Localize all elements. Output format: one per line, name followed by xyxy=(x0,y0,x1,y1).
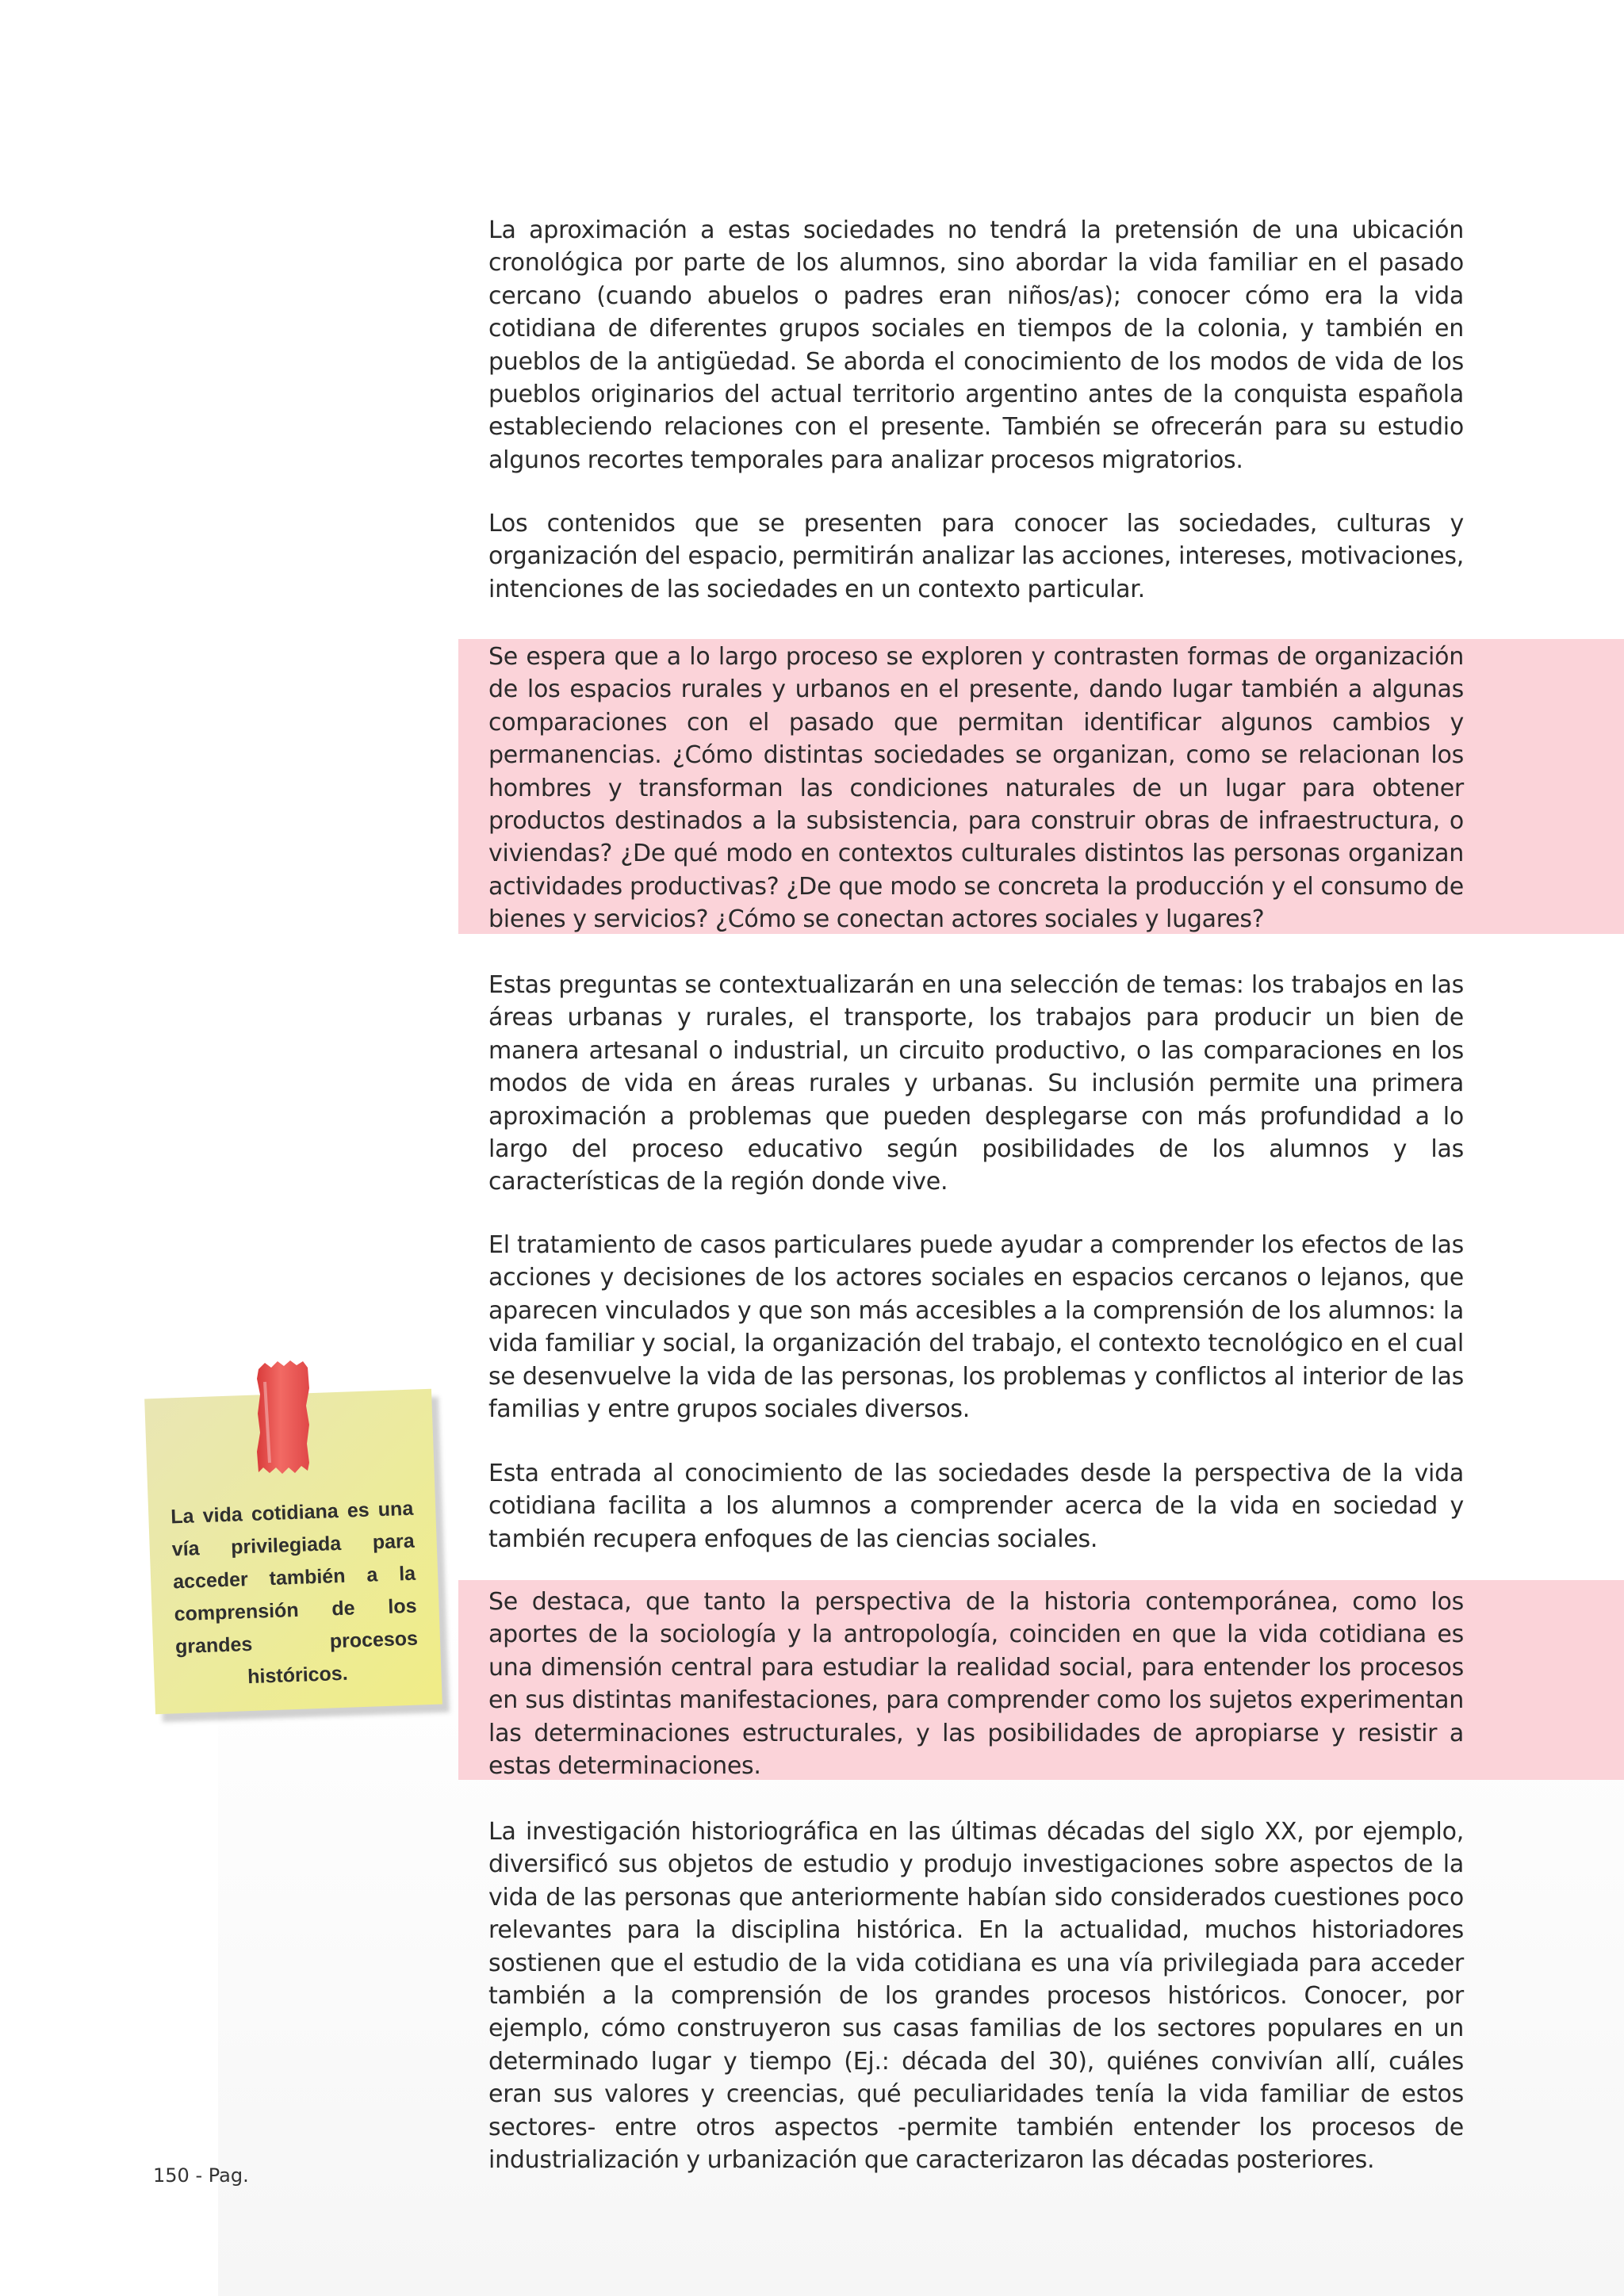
sticky-note-text: La vida cotidiana es una vía privilegiada para acceder también a la comprensión de los grandes procesos históricos. xyxy=(170,1497,419,1689)
page-number: 150 - Pag. xyxy=(153,2164,249,2187)
paragraph-highlight-questions: Se espera que a lo largo proceso se exploren y contrasten formas de organización de los espacios rurales y urbanos en el presente, dando lugar también a algunas comparaciones con el pasado que permitan identificar algunos cambios y permanencias. ¿Cómo distintas sociedades se organizan, como se relacionan los hombres y transforman las condiciones naturales de un lugar para obtener productos destinados a la subsistencia, para construir obras de infraestructura, o viviendas? ¿De qué modo en contextos culturales distintos las personas organizan actividades productivas? ¿De que modo se concreta la producción y el consumo de bienes y servicios? ¿Cómo se conectan actores sociales y lugares? xyxy=(488,643,1464,934)
paragraph-perspective: Esta entrada al conocimiento de las sociedades desde la perspectiva de la vida cotidiana facilita a los alumnos a comprender acerca de la vida en sociedad y también recupera enfoques de las ciencias sociales. xyxy=(488,1460,1464,1553)
paragraph-cases: El tratamiento de casos particulares puede ayudar a comprender los efectos de las acciones y decisiones de los actores sociales en espacios cercanos o lejanos, que aparecen vinculados y que son más accesibles a la comprensión de los alumnos: la vida familiar y social, la organización del trabajo, el contexto tecnológico en el cual se desenvuelve la vida de las personas, los problemas y conflictos al interior de las familias y entre grupos sociales diversos. xyxy=(488,1231,1464,1424)
paragraph-contents: Los contenidos que se presenten para conocer las sociedades, culturas y organización del espacio, permitirán analizar las acciones, intereses, motivaciones, intenciones de las sociedades en un contexto particular. xyxy=(488,510,1464,603)
paragraph-highlight-daily-life: Se destaca, que tanto la perspectiva de la historia contemporánea, como los aportes de la sociología y la antropología, coinciden en que la vida cotidiana es una dimensión central para estudiar la realidad social, para entender los procesos en sus distintas manifestaciones, para comprender como los sujetos experimentan las determinaciones estructurales, y las posibilidades de apropiarse y resistir a estas determinaciones. xyxy=(488,1588,1464,1781)
paragraph-topics: Estas preguntas se contextualizarán en una selección de temas: los trabajos en las áreas urbanas y rurales, el transporte, los trabajos para producir un bien de manera artesanal o industrial, un circuito productivo, o las comparaciones en los modos de vida en áreas rurales y urbanas. Su inclusión permite una primera aproximación a problemas que pueden desplegarse con más profundidad a lo largo del proceso educativo según posibilidades de los alumnos y las características de la región donde vive. xyxy=(488,971,1464,1196)
tape-icon xyxy=(254,1358,312,1477)
paragraph-historiography: La investigación historiográfica en las últimas décadas del siglo XX, por ejemplo, diversificó sus objetos de estudio y produjo investigaciones sobre aspectos de la vida de las personas que anteriormente habían sido considerados cuestiones poco relevantes para la disciplina histórica. En la actualidad, muchos historiadores sostienen que el estudio de la vida cotidiana es una vía privilegiada para acceder también a la comprensión de los grandes procesos históricos. Conocer, por ejemplo, cómo construyeron sus casas familias de los sectores populares en un determinado lugar y tiempo (Ej.: década del 30), quiénes convivían allí, cuáles eran sus valores y creencias, qué peculiaridades tenía la vida familiar de estos sectores- entre otros aspectos -permite también entender los procesos de industrialización y urbanización que caracterizaron las décadas posteriores. xyxy=(488,1818,1464,2175)
paragraph-intro: La aproximación a estas sociedades no tendrá la pretensión de una ubicación cronológica por parte de los alumnos, sino abordar la vida familiar en el pasado cercano (cuando abuelos o padres eran niños/as); conocer cómo era la vida cotidiana de diferentes grupos sociales en tiempos de la colonia, y también en pueblos de la antigüedad. Se aborda el conocimiento de los modos de vida de los pueblos originarios del actual territorio argentino antes de la conquista española estableciendo relaciones con el presente. También se ofrecerán para su estudio algunos recortes temporales para analizar procesos migratorios. xyxy=(488,216,1464,474)
